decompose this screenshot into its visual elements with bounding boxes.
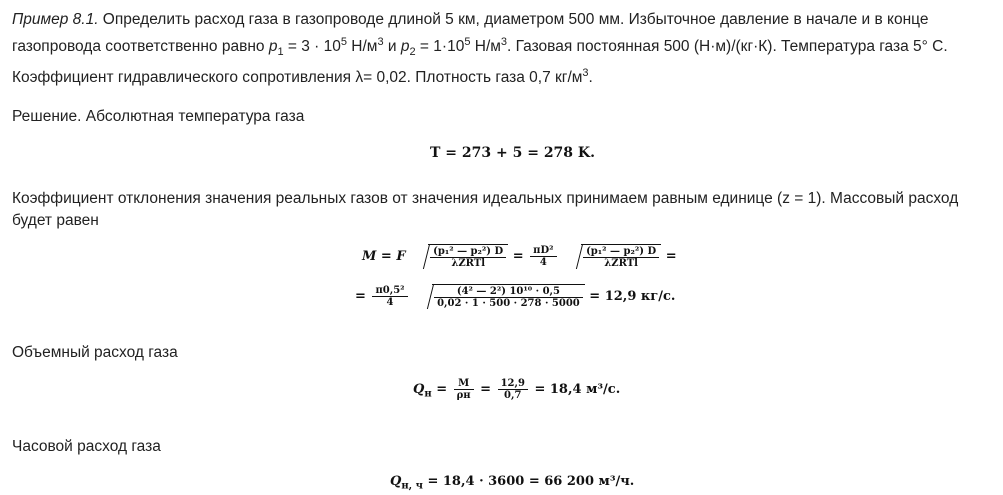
z-text-line-1: Коэффициент отклонения значения реальных газов от значения идеальных принимаем равным единице (z = 1). Массовый расход [12,190,959,207]
z-text-line-2: будет равен [12,212,99,229]
solution-intro: Решение. Абсолютная температура газа [12,108,305,125]
mass-flow-formula-line-1: M = F $\frac{\text{(p₁² — p₂²) D}}{\text{λZRTl}}$ = $\frac{\text{πD²}}{4}$ $\frac{\text{(p₁² — p₂²) D}}{\text{λZRTl}}$ = [362,245,677,269]
hourly-flow-result: = 18,4 · 3600 = 66 200 м³/ч. [422,474,635,489]
problem-line-3: Коэффициент гидравлического сопротивления λ= 0,02. Плотность газа 0,7 $кг/м^3$. [12,66,593,86]
volume-title: Объемный расход газа [12,344,178,361]
problem-line-2: газопровода соответственно равно $p_1 = 3 \cdot 10^5$ $Н/м^3$ и $p_2 = 1\cdot 10^5$ $Н/м^3$. Газовая постоянная 500 (Н·м)/(кг·К). Температура газа 5° С. [12,35,948,59]
mass-flow-result: = 12,9 кг/с. [589,289,676,304]
problem-title: Пример 8.1. [12,11,99,28]
mass-flow-formula-line-2: = $\frac{\text{π0,5²}}{4}$ $\frac{\text{(4² — 2²) 10¹⁰ · 0,5}}{0,02 \cdot 1 \cdot 500 \cdot 278 \cdot 5000}$ = 12,9 кг/с. [355,285,676,309]
volume-flow-formula: $Q_н$ = $\frac{M}{\rho н}$ = $\frac{12,9}{0,7}$ = 18,4 м³/с. [413,378,621,401]
problem-text-1: Определить расход газа в газопроводе длиной 5 км, диаметром 500 мм. Избыточное давление в начале и в конце [98,11,929,28]
hourly-title: Часовой расход газа [12,438,161,455]
problem-line-1 [12,10,928,30]
temperature-formula: T = 273 + 5 = 278 K. [430,145,595,161]
volume-flow-result: = 18,4 м³/с. [534,382,621,397]
hourly-flow-formula: $Q_{н, ч} = 18,4 \cdot 3600 = 66$ 200 м³/ч. [390,474,635,492]
